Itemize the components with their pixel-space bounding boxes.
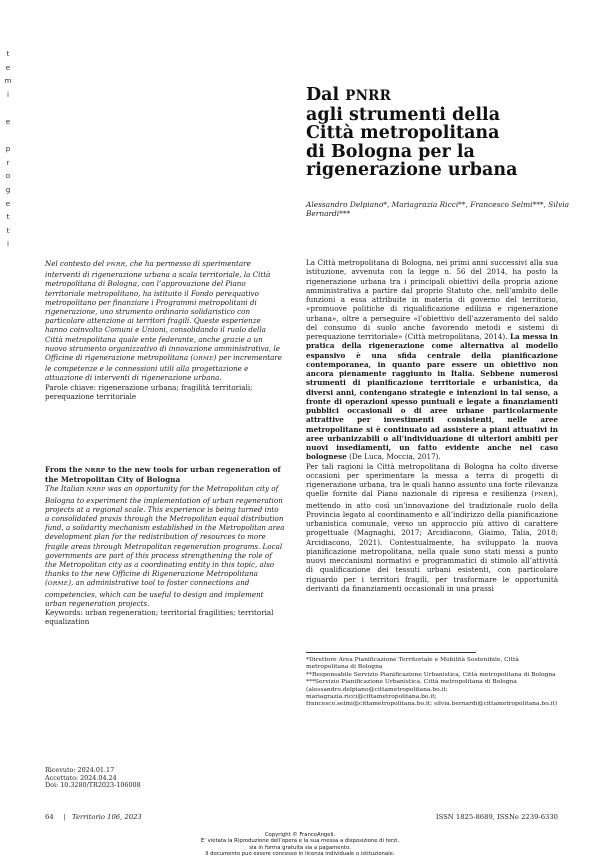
abstract-it-part: Nel contesto del xyxy=(45,259,107,268)
footnote-1: *Direttore Area Pianificazione Territoriale e Mobilità Sostenibile, Città metropolitana di Bologna xyxy=(306,656,519,671)
abstract-it-text xyxy=(45,259,285,383)
submission-info xyxy=(45,767,245,790)
page-footer-left xyxy=(45,813,142,821)
journal-issue: Territorio 106, 2023 xyxy=(71,813,142,821)
section-tag-letter: r xyxy=(6,157,10,167)
abstract-english xyxy=(45,465,285,626)
abstract-it-acronym: ORME xyxy=(193,356,214,363)
section-tag-gap xyxy=(3,129,13,143)
footnote-2: **Responsabile Servizio Pianificazione Urbanistica, Città metropolitana di Bologna xyxy=(306,670,556,678)
section-tag-letter: t xyxy=(6,212,10,222)
section-tag-letter: m xyxy=(4,76,12,86)
section-tag-gap xyxy=(3,101,13,115)
section-tag-letter: t xyxy=(6,49,10,58)
footnote-divider xyxy=(306,652,476,653)
section-tag-letter: i xyxy=(7,239,9,249)
accepted-date: Accettato: 2024.04.24 xyxy=(45,773,117,782)
body-text: Per tali ragioni la Città metropolitana di Bologna ha colto diverse occasioni per sperimentare la messa a terra di progetti di rigenerazione urbana, tra le quali hanno assunto una forte rilevanza quelle fornite dal Piano nazionale di ripresa e resilienza ( xyxy=(306,461,558,499)
body-acronym: PNRR xyxy=(534,492,553,499)
authors: Alessandro Delpiano*, Mariagrazia Ricci**, Francesco Selmi***, Silvia Bernardi*** xyxy=(306,200,570,219)
copyright-line-1: Copyright © FrancoAngeli. xyxy=(264,832,336,838)
section-tag-letter: t xyxy=(6,225,10,235)
abstract-en-acronym: NRRP xyxy=(86,487,106,494)
abstract-en-part: ), an administrative tool to foster connections and competencies, which can be useful to design and implement urban regeneration projects. xyxy=(45,578,264,608)
abstract-en-keywords: Keywords: urban regeneration; territorial fragilities; territorial equalization xyxy=(45,608,274,627)
section-tag-letter: p xyxy=(5,144,11,154)
body-paragraph-2 xyxy=(306,462,558,594)
section-tag-letter: e xyxy=(5,116,11,126)
title-line-5: rigenerazione urbana xyxy=(306,160,518,181)
body-text: (De Luca, Moccia, 2017). xyxy=(346,452,441,462)
title-line-4: di Bologna per la xyxy=(306,141,475,162)
section-tag-letter: g xyxy=(5,184,11,194)
abstract-en-title-acronym: NRRP xyxy=(84,467,106,474)
title-line-2: agli strumenti della xyxy=(306,104,501,125)
section-tag-letter: o xyxy=(5,171,11,181)
body-paragraph-1 xyxy=(306,258,558,462)
copyright-notice xyxy=(0,832,600,858)
abstract-it-part: ) per incrementare le competenze e le connessioni utili alla progettazione e attuazione di interventi di rigenerazione urbana. xyxy=(45,353,283,383)
copyright-line-3: sia in forma gratuita sia a pagamento. xyxy=(249,844,351,851)
doi: Doi: 10.3280/TR2023-106008 xyxy=(45,781,141,790)
page-number: 64 xyxy=(45,813,54,821)
abstract-it-keywords: Parole chiave: rigenerazione urbana; fragilità territoriali; perequazione territoriale xyxy=(45,382,253,401)
body-bold-text: La messa in pratica della rigenerazione come alternativa al modello espansivo è una sfida centrale della pianificazione contemporanea, in quanto pare essere un obiettivo non ancora pienamente raggiunto in Italia. Sebbene numerosi strumenti di pianificazione territoriale e urbanistica, da diversi anni, contengano strategie e intenzioni in tal senso, a fronte di operazioni spesso puntuali e legate a finanziamenti pubblici occasionali o di aree urbane particolarmente attrattive per investimenti consistenti, nelle aree metropolitane si è continuato ad assistere a piani attuativi in aree urbanizzabili o all’individuazione di ulteriori ambiti per nuovi insediamenti, un fatto evidente anche nel caso bolognese xyxy=(306,332,558,462)
abstract-en-text xyxy=(45,484,285,608)
abstract-en-title-part: From the xyxy=(45,465,85,474)
footer-separator: | xyxy=(63,813,66,821)
section-tag-letter: e xyxy=(5,198,11,208)
abstract-en-title-part: to the new tools for urban regeneration of the Metropolitan City of Bologna xyxy=(45,465,281,485)
abstract-en-part: was an opportunity for the Metropolitan city of Bologna to experiment the implementation of urban regeneration projects at a regional scale. This experience is being turned into a consolidated praxis through the Metropolitan equal distribution fund, a solidarity mechanism established in the Metropolitan area development plan for the redistribution of resources to more fragile areas through Metropolitan regeneration programs. Local governments are part of this process strengthening the role of the Metropolitan city as a coordinating entity in this topic, also thanks to the new Officine di Rigenerazione Metropolitana ( xyxy=(45,484,285,588)
article-body xyxy=(306,258,558,593)
copyright-line-2: E’ vietata la Riproduzione dell’opera e la sua messa a disposizione di terzi, xyxy=(200,838,400,845)
abstract-en-title xyxy=(45,465,285,484)
footnotes xyxy=(306,656,558,708)
title-line-3: Città metropolitana xyxy=(306,123,500,144)
title-line-1 xyxy=(306,85,391,105)
title-word: Dal xyxy=(306,85,346,105)
abstract-en-part: The Italian xyxy=(45,484,87,494)
title-acronym: PNRR xyxy=(345,88,391,104)
abstract-it-acronym: PNRR xyxy=(106,262,126,268)
body-text: ), mettendo in atto così un’innovazione del tradizionale ruolo della Provincia legato al coordinamento e all’indirizzo della pianificazione urbanistica comunale, verso un approccio più attivo di carattere progettuale (Magnaghi, 2017; Arcidiacono, Giaimo, Talia, 2018; Arcidiacono, 2021). Contestualmente, ha sviluppato la nuova pianificazione metropolitana, nella quale sono stati messi a punto nuovi meccanismi normativi e programmatici di stimolo all’attività di qualificazione dei tessuti urbani esistenti, con particolare riguardo per i territori fragili, per trasformare le opportunità derivanti da finanziamenti occasionali in una prassi xyxy=(306,489,558,593)
article-title xyxy=(306,86,586,180)
footnote-3: ***Servizio Pianificazione Urbanistica, Città metropolitana di Bologna (alessandro.delpiano@cittametropolitana.bo.it; mariagrazia.ricci@cittametropolitana.bo.it; francesco.selmi@cittametropolitana.bo.it; silvia.bernardi@cittametropolitana.bo.it) xyxy=(306,678,558,708)
abstract-italian xyxy=(45,259,285,401)
body-text: La Città metropolitana di Bologna, nei primi anni successivi alla sua istituzione, avvenuta con la legge n. 56 del 2014, ha posto la rigenerazione urbana tra i principali obiettivi della propria azione amministrativa a partire dal proprio Statuto che, nell’ambito delle funzioni a essa attribuite in materia di governo del territorio, «promuove politiche di riqualificazione edilizia e rigenerazione urbana», oltre a perseguire «l’obiettivo dell’azzeramento del saldo del consumo di suolo anche favorendo metodi e sistemi di perequazione territoriale» (Città metropolitana, 2014). xyxy=(306,258,558,341)
received-date: Ricevuto: 2024.01.17 xyxy=(45,766,115,774)
section-tag xyxy=(3,47,13,251)
abstract-en-acronym: ORME xyxy=(47,581,69,588)
abstract-it-part: , che ha permesso di sperimentare interventi di rigenerazione urbana a scala territoriale, la Città metropolitana di Bologna, con l’approvazione del Piano territoriale metropolitano, ha istituito il Fondo perequativo metropolitano per finanziare i Programmi metropolitani di rigenerazione, uno strumento ordinario solidaristico con particolare attenzione ai territori fragili. Queste esperienze hanno coinvolto Comuni e Unioni, consolidando il ruolo della Città metropolitana quale ente federante, anche grazie a un nuovo strumento organizzativo di innovazione amministrativa, le Officine di rigenerazione metropolitana ( xyxy=(45,259,280,363)
issn: ISSN 1825-8689, ISSNe 2239-6330 xyxy=(435,813,558,821)
section-tag-letter: e xyxy=(5,62,11,72)
section-tag-letter: i xyxy=(7,89,9,99)
copyright-line-4: Il documento può essere concesso in licenza individuale o istituzionale. xyxy=(205,851,395,858)
